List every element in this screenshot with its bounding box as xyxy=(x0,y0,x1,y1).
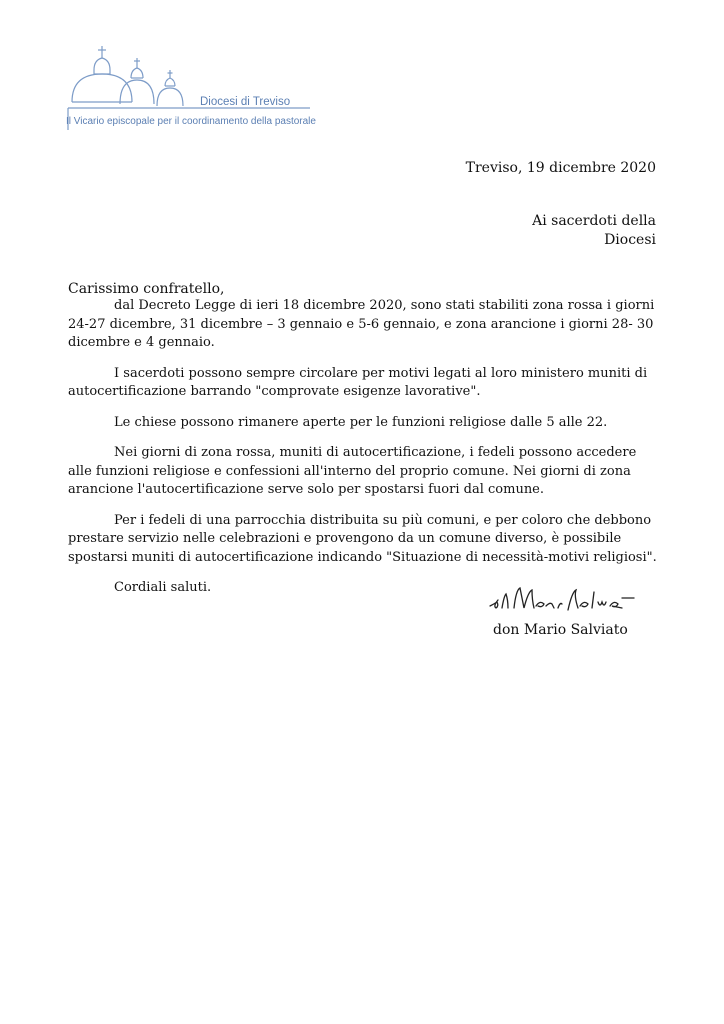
paragraph-decree: dal Decreto Legge di ieri 18 dicembre 2020, sono stati stabiliti zona rossa i giorni 24-27 dicembre, 31 dicembre – 3 gennaio e 5-6 gennaio, e zona arancione i giorni 28- 30 dicembre e 4 gennaio. xyxy=(68,298,655,350)
diocese-subtitle: Il Vicario episcopale per il coordinamento della pastorale xyxy=(66,116,316,127)
recipient-line-1: Ai sacerdoti della xyxy=(532,213,656,229)
recipient-block xyxy=(532,212,656,250)
paragraph-red-zone: Nei giorni di zona rossa, muniti di autocertificazione, i fedeli possono accedere alle funzioni religiose e confessioni all'interno del proprio comune. Nei giorni di zona arancione l'autocertificazione serve solo per spostarsi fuori dal comune. xyxy=(68,445,637,497)
diocese-domes-logo xyxy=(60,44,320,144)
recipient-line-2: Diocesi xyxy=(604,232,656,248)
paragraph-parishes: Per i fedeli di una parrocchia distribuita su più comuni, e per coloro che debbono prestare servizio nelle celebrazioni e provengono da un comune diverso, è possibile spostarsi muniti di autocertificazione indicando "Situazione di necessità-motivi religiosi". xyxy=(68,512,657,565)
paragraph-priests: I sacerdoti possono sempre circolare per motivi legati al loro ministero muniti di autocertificazione barrando "comprovate esigenze lavorative". xyxy=(68,365,648,399)
diocese-title: Diocesi di Treviso xyxy=(200,96,291,108)
letter-date: Treviso, 19 dicembre 2020 xyxy=(465,160,656,176)
salutation: Carissimo confratello, xyxy=(68,281,225,297)
signer-name: don Mario Salviato xyxy=(493,622,628,638)
paragraph-closing: Cordiali saluti. xyxy=(114,580,212,595)
letterhead xyxy=(60,44,320,144)
paragraph-churches: Le chiese possono rimanere aperte per le funzioni religiose dalle 5 alle 22. xyxy=(114,414,608,430)
handwritten-signature xyxy=(488,584,638,620)
letter-body xyxy=(68,297,658,610)
